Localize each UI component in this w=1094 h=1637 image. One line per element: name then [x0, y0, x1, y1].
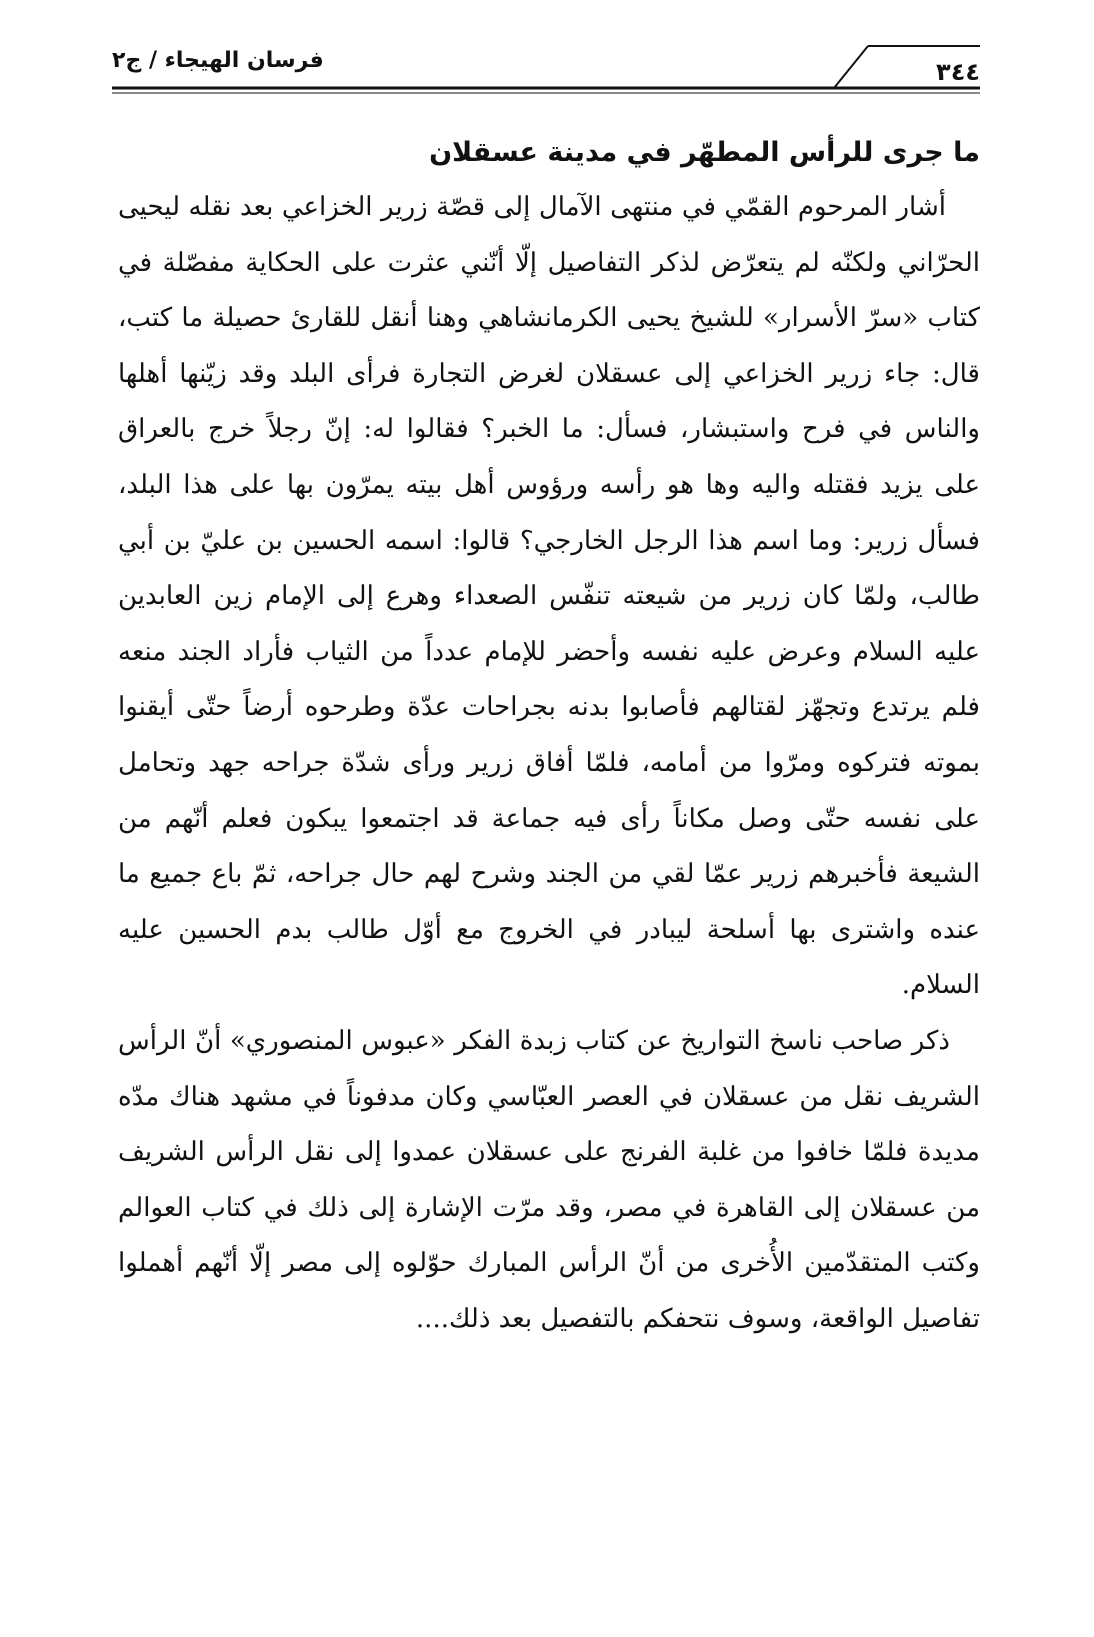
page-number: ٣٤٤ — [936, 58, 980, 86]
page-header — [112, 40, 980, 96]
header-tab-slant — [834, 46, 868, 88]
section-heading: ما جرى للرأس المطهّر في مدينة عسقلان — [429, 137, 980, 168]
page-content — [118, 125, 980, 1347]
running-title: فرسان الهيجاء / ج٢ — [112, 48, 324, 73]
paragraph-2: ذكر صاحب ناسخ التواريخ عن كتاب زبدة الفكر «عبوس المنصوري» أنّ الرأس الشريف نقل من عسقلان في العصر العبّاسي وكان مدفوناً في مشهد هناك مدّه مديدة فلمّا خافوا من غلبة الفرنج على عسقلان عمدوا إلى نقل الرأس الشريف من عسقلان إلى القاهرة في مصر، وقد مرّت الإشارة إلى ذلك في كتاب العوالم وكتب المتقدّمين الأُخرى من أنّ الرأس المبارك حوّلوه إلى مصر إلّا أنّهم أهملوا تفاصيل الواقعة، وسوف نتحفكم بالتفصيل بعد ذلك.... — [118, 1025, 980, 1334]
paragraph-1: أشار المرحوم القمّي في منتهى الآمال إلى قصّة زرير الخزاعي بعد نقله ليحيى الحرّاني ولكنّه لم يتعرّض لذكر التفاصيل إلّا أنّني عثرت على الحكاية مفصّلة في كتاب «سرّ الأسرار» للشيخ يحيى الكرمانشاهي وهنا أنقل للقارئ حصيلة ما كتب، قال: جاء زرير الخزاعي إلى عسقلان لغرض التجارة فرأى البلد وقد زيّنها أهلها والناس في فرح واستبشار، فسأل: ما الخبر؟ فقالوا له: إنّ رجلاً خرج بالعراق على يزيد فقتله واليه وها هو رأسه ورؤوس أهل بيته يمرّون بها على هذا البلد، فسأل زرير: وما اسم هذا الرجل الخارجي؟ قالوا: اسمه الحسين بن عليّ بن أبي طالب، ولمّا كان زرير من شيعته تنفّس الصعداء وهرع إلى الإمام زين العابدين عليه السلام وعرض عليه نفسه وأحضر للإمام عدداً من الثياب فأراد الجند منعه فلم يرتدع وتجهّز لقتالهم فأصابوا بدنه بجراحات عدّة وطرحوه أرضاً حتّى أيقنوا بموته فتركوه ومرّوا من أمامه، فلمّا أفاق زرير ورأى شدّة جراحه جهد وتحامل على نفسه حتّى وصل مكاناً رأى فيه جماعة قد اجتمعوا يبكون فعلم أنّهم من الشيعة فأخبرهم زرير عمّا لقي من الجند وشرح لهم حال جراحه، ثمّ باع جميع ما عنده واشترى بها أسلحة ليبادر في الخروج مع أوّل طالب بدم الحسين عليه السلام. — [118, 192, 980, 1001]
